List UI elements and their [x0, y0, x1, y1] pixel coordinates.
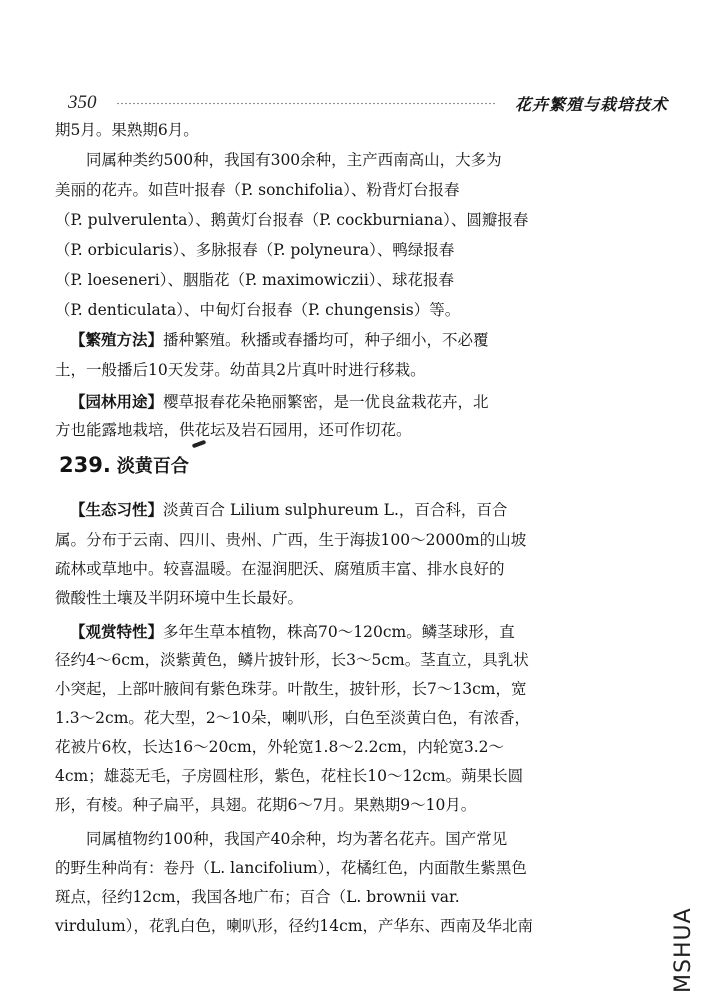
page-header	[68, 92, 668, 114]
watermark-text: MSHUA	[671, 907, 696, 993]
body-line: （P. orbicularis）、多脉报春（P. polyneura）、鸭绿报春	[55, 241, 455, 259]
body-text: 淡黄百合 Lilium sulphureum L.，百合科，百合	[163, 501, 508, 519]
header-rule	[116, 102, 496, 105]
body-line: 1.3～2cm。花大型，2～10朵，喇叭形，白色至淡黄白色，有浓香，	[55, 709, 530, 727]
label-ecology: 【生态习性】	[70, 501, 164, 519]
body-text: 樱草报春花朵艳丽繁密，是一优良盆栽花卉，北	[163, 393, 489, 411]
body-line: 同属种类约500种，我国有300余种，主产西南高山，大多为	[86, 151, 502, 169]
body-line: 同属植物约100种，我国产40余种，均为著名花卉。国产常见	[86, 830, 508, 848]
section-title: 淡黄百合	[116, 456, 189, 477]
body-line: （P. denticulata）、中甸灯台报春（P. chungensis）等。	[55, 301, 461, 319]
body-text: 播种繁殖。秋播或春播均可，种子细小，不必覆	[163, 331, 489, 349]
body-line: 属。分布于云南、四川、贵州、广西，生于海拔100～2000m的山坡	[55, 531, 527, 549]
body-line: 形，有棱。种子扁平，具翅。花期6～7月。果熟期9～10月。	[55, 796, 477, 814]
body-line	[70, 500, 507, 520]
body-line: 小突起，上部叶腋间有紫色珠芽。叶散生，披针形，长7～13cm，宽	[55, 680, 527, 698]
ink-mark	[192, 440, 207, 449]
body-line: 方也能露地栽培，供花坛及岩石园用，还可作切花。	[55, 421, 412, 439]
page-number: 350	[68, 92, 97, 113]
body-line: （P. loeseneri）、胭脂花（P. maximowiczii）、球花报春	[55, 271, 455, 289]
body-line: 花被片6枚，长达16～20cm，外轮宽1.8～2.2cm，内轮宽3.2～	[55, 738, 505, 756]
label-landscape-use: 【园林用途】	[70, 393, 164, 411]
label-ornamental: 【观赏特性】	[70, 623, 164, 641]
section-heading	[59, 452, 189, 478]
body-line: virdulum），花乳白色，喇叭形，径约14cm，产华东、西南及华北南	[55, 917, 534, 935]
body-line: 4cm；雄蕊无毛，子房圆柱形，紫色，花柱长10～12cm。蒴果长圆	[55, 767, 524, 785]
body-line: （P. pulverulenta）、鹅黄灯台报春（P. cockburniana）、圆瓣报春	[55, 211, 529, 229]
running-title: 花卉繁殖与栽培技术	[514, 95, 668, 114]
body-line: 疏林或草地中。较喜温暖。在湿润肥沃、腐殖质丰富、排水良好的	[55, 560, 505, 578]
body-line: 土，一般播后10天发芽。幼苗具2片真叶时进行移栽。	[55, 361, 426, 379]
body-line	[70, 392, 489, 412]
body-line: 的野生种尚有：卷丹（L. lancifolium），花橘红色，内面散生紫黑色	[55, 859, 527, 877]
body-line: 径约4～6cm，淡紫黄色，鳞片披针形，长3～5cm。茎直立，具乳状	[55, 651, 529, 669]
section-number: 239.	[59, 453, 111, 477]
body-line: 微酸性土壤及半阴环境中生长最好。	[55, 589, 304, 607]
body-line: 期5月。果熟期6月。	[55, 121, 199, 139]
body-line	[70, 622, 515, 642]
body-text: 多年生草本植物，株高70～120cm。鳞茎球形，直	[163, 623, 515, 641]
label-propagation: 【繁殖方法】	[70, 331, 164, 349]
watermark	[671, 883, 697, 993]
body-line	[70, 330, 489, 350]
body-line: 美丽的花卉。如苣叶报春（P. sonchifolia）、粉背灯台报春	[55, 181, 460, 199]
body-line: 斑点，径约12cm，我国各地广布；百合（L. brownii var.	[55, 888, 460, 906]
